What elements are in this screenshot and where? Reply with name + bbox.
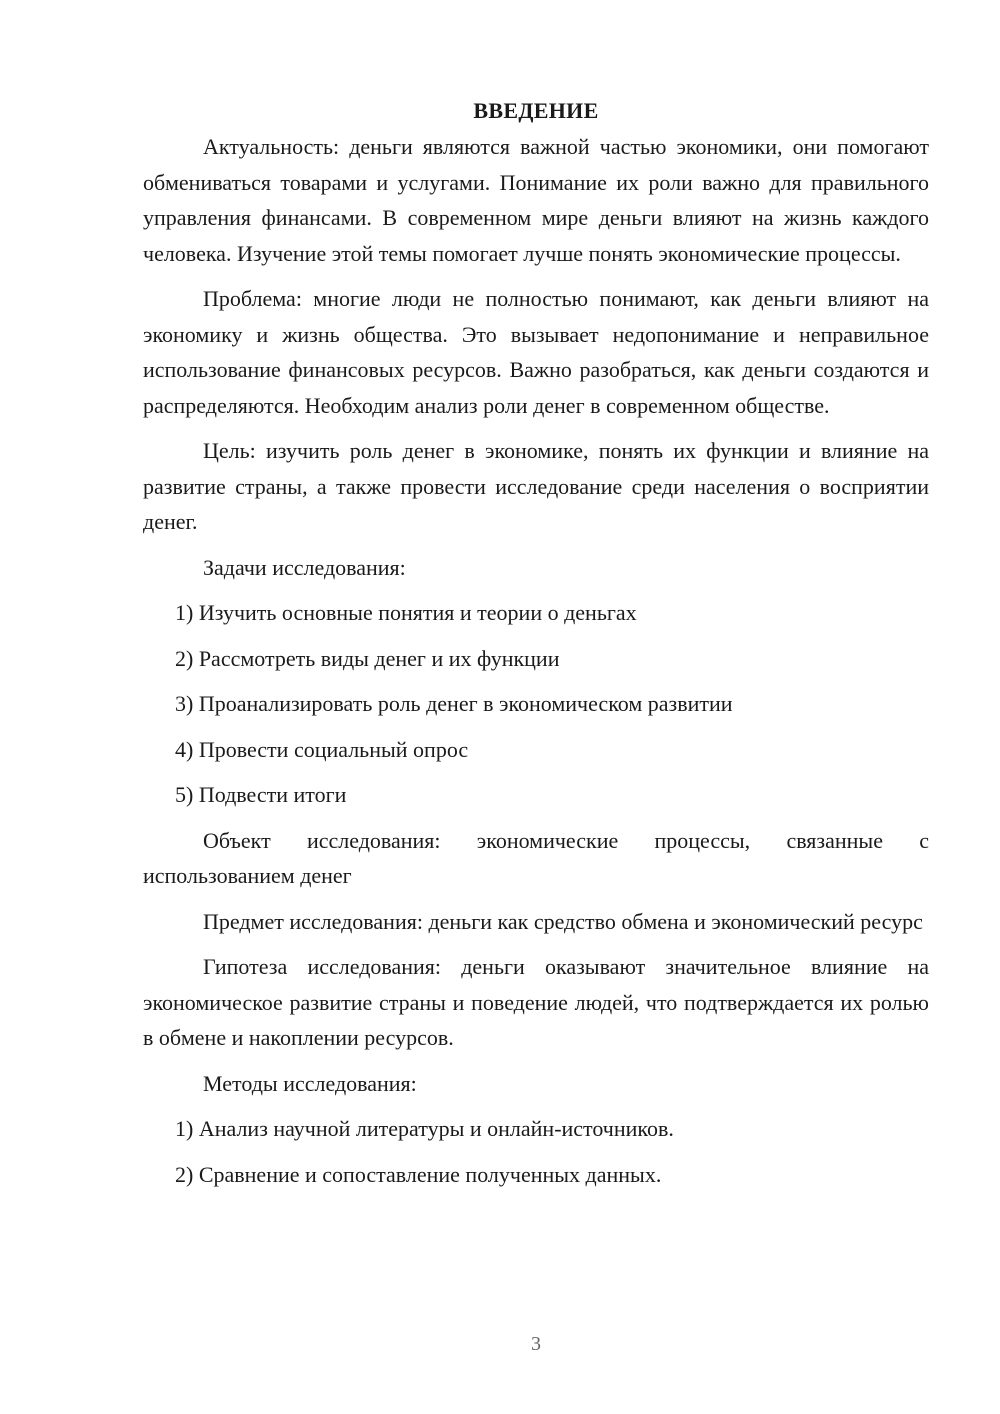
list-item: 2) Рассмотреть виды денег и их функции [175,645,560,671]
list-item: 2) Сравнение и сопоставление полученных данных. [175,1161,662,1187]
page-number: 3 [531,1333,541,1355]
list-item: 1) Анализ научной литературы и онлайн-источников. [175,1116,674,1141]
section-title: ВВЕДЕНИЕ [473,98,599,123]
paragraph-goal: Цель: изучить роль денег в экономике, понять их функции и влияние на развитие страны, а также провести исследование среди населения о восприятии денег. [143,438,929,534]
paragraph-problem: Проблема: многие люди не полностью понимают, как деньги влияют на экономику и жизнь общества. Это вызывает недопонимание и неправильное использование финансовых ресурсов. Важно разобраться, как деньги создаются и распределяются. Необходим анализ роли денег в современном обществе. [143,286,929,418]
paragraph-object: Объект исследования: экономические процессы, связанные с использованием денег [143,827,929,888]
list-item: 3) Проанализировать роль денег в экономическом развитии [175,691,733,716]
document-page [143,93,929,1192]
methods-heading: Методы исследования: [203,1070,417,1096]
paragraph-relevance: Актуальность: деньги являются важной частью экономики, они помогают обмениваться товарами и услугами. Понимание их роли важно для правильного управления финансами. В современном мире деньги влияют на жизнь каждого человека. Изучение этой темы помогает лучше понять экономические процессы. [143,134,929,266]
list-item: 1) Изучить основные понятия и теории о деньгах [175,600,637,625]
paragraph-hypothesis: Гипотеза исследования: деньги оказывают значительное влияние на экономическое развитие страны и поведение людей, что подтверждается их ролью в обмене и накоплении ресурсов. [143,954,929,1050]
paragraph-subject: Предмет исследования: деньги как средство обмена и экономический ресурс [203,908,923,934]
list-item: 5) Подвести итоги [175,782,347,807]
tasks-heading: Задачи исследования: [203,554,406,580]
list-item: 4) Провести социальный опрос [175,736,469,762]
